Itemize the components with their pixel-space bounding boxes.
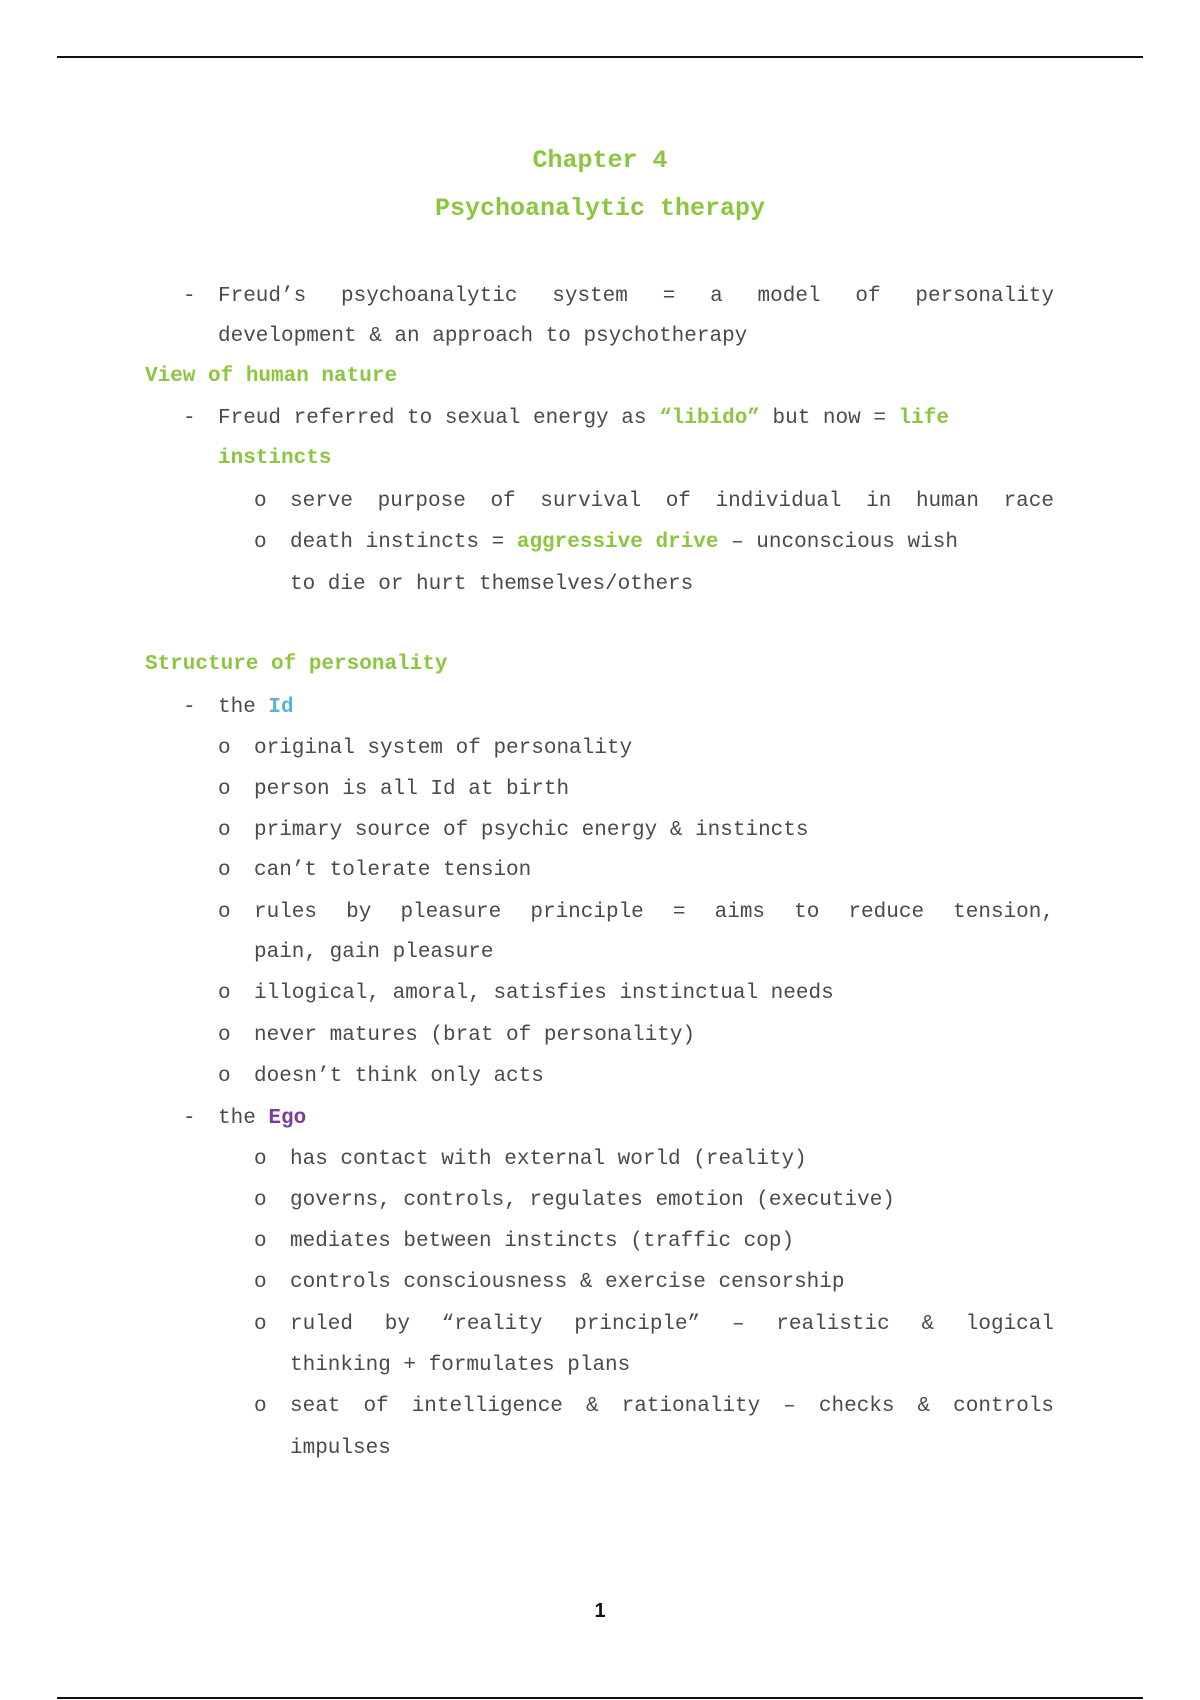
- top-rule: [57, 56, 1143, 58]
- chapter-label: Chapter 4: [532, 146, 668, 175]
- life-instinct-sub-1: serve purpose of survival of individual in human race: [290, 490, 1054, 513]
- libido-text-mid: but now =: [759, 407, 899, 430]
- death-instinct-line: [290, 530, 1054, 556]
- section-heading-structure: Structure of personality: [145, 653, 448, 676]
- id-item: illogical, amoral, satisfies instinctual needs: [254, 982, 834, 1005]
- ego-item-cont: thinking + formulates plans: [290, 1354, 631, 1377]
- bullet-marker: o: [218, 982, 231, 1005]
- bullet-marker: o: [218, 859, 231, 882]
- page-title: Psychoanalytic therapy: [434, 194, 766, 223]
- ego-item: has contact with external world (reality): [290, 1148, 807, 1171]
- instincts-term: instincts: [218, 447, 332, 470]
- bullet-marker: o: [254, 531, 267, 554]
- aggressive-drive-term: aggressive drive: [516, 531, 719, 554]
- bullet-marker: o: [254, 1271, 267, 1294]
- id-text-pre: the: [218, 696, 269, 719]
- life-term: life: [898, 407, 949, 430]
- id-term: Id: [268, 696, 294, 719]
- libido-line-cont: [218, 446, 331, 472]
- id-item: primary source of psychic energy & instincts: [254, 819, 809, 842]
- ego-item: ruled by “reality principle” – realistic & logical: [290, 1313, 1054, 1336]
- libido-term: “libido”: [659, 407, 760, 430]
- ego-item: seat of intelligence & rationality – checks & controls: [290, 1395, 1054, 1418]
- id-item: original system of personality: [254, 737, 633, 760]
- ego-item: mediates between instincts (traffic cop): [290, 1230, 795, 1253]
- id-item: rules by pleasure principle = aims to reduce tension,: [254, 901, 1054, 924]
- dash-marker: -: [183, 407, 196, 430]
- intro-line-2: development & an approach to psychotherapy: [218, 325, 748, 348]
- id-item: never matures (brat of personality): [254, 1024, 696, 1047]
- dash-marker: -: [183, 1107, 196, 1130]
- bullet-marker: o: [254, 1189, 267, 1212]
- ego-heading-line: [218, 1106, 306, 1132]
- id-item-cont: pain, gain pleasure: [254, 941, 494, 964]
- id-item: can’t tolerate tension: [254, 859, 532, 882]
- bullet-marker: o: [218, 737, 231, 760]
- bullet-marker: o: [254, 1148, 267, 1171]
- bullet-marker: o: [254, 1230, 267, 1253]
- id-item: person is all Id at birth: [254, 778, 570, 801]
- section-heading-human-nature: View of human nature: [145, 365, 398, 388]
- intro-line-1: Freud’s psychoanalytic system = a model of personality: [218, 285, 1054, 308]
- death-text-post: – unconscious wish: [718, 531, 958, 554]
- bullet-marker: o: [254, 1313, 267, 1336]
- id-item: doesn’t think only acts: [254, 1065, 544, 1088]
- bullet-marker: o: [218, 1065, 231, 1088]
- id-heading-line: [218, 695, 294, 721]
- libido-line: [218, 406, 1054, 432]
- death-instinct-line-cont: to die or hurt themselves/others: [290, 573, 694, 596]
- libido-text-pre: Freud referred to sexual energy as: [218, 407, 660, 430]
- dash-marker: -: [183, 285, 196, 308]
- bullet-marker: o: [218, 901, 231, 924]
- bullet-marker: o: [218, 819, 231, 842]
- ego-text-pre: the: [218, 1107, 269, 1130]
- ego-item: governs, controls, regulates emotion (executive): [290, 1189, 895, 1212]
- dash-marker: -: [183, 696, 196, 719]
- ego-term: Ego: [268, 1107, 307, 1130]
- page-number: 1: [594, 1600, 606, 1622]
- bullet-marker: o: [218, 778, 231, 801]
- ego-item: controls consciousness & exercise censorship: [290, 1271, 845, 1294]
- ego-item-cont: impulses: [290, 1437, 391, 1460]
- bullet-marker: o: [254, 1395, 267, 1418]
- death-text-pre: death instincts =: [290, 531, 517, 554]
- bullet-marker: o: [218, 1024, 231, 1047]
- bullet-marker: o: [254, 490, 267, 513]
- bottom-rule: [57, 1697, 1143, 1699]
